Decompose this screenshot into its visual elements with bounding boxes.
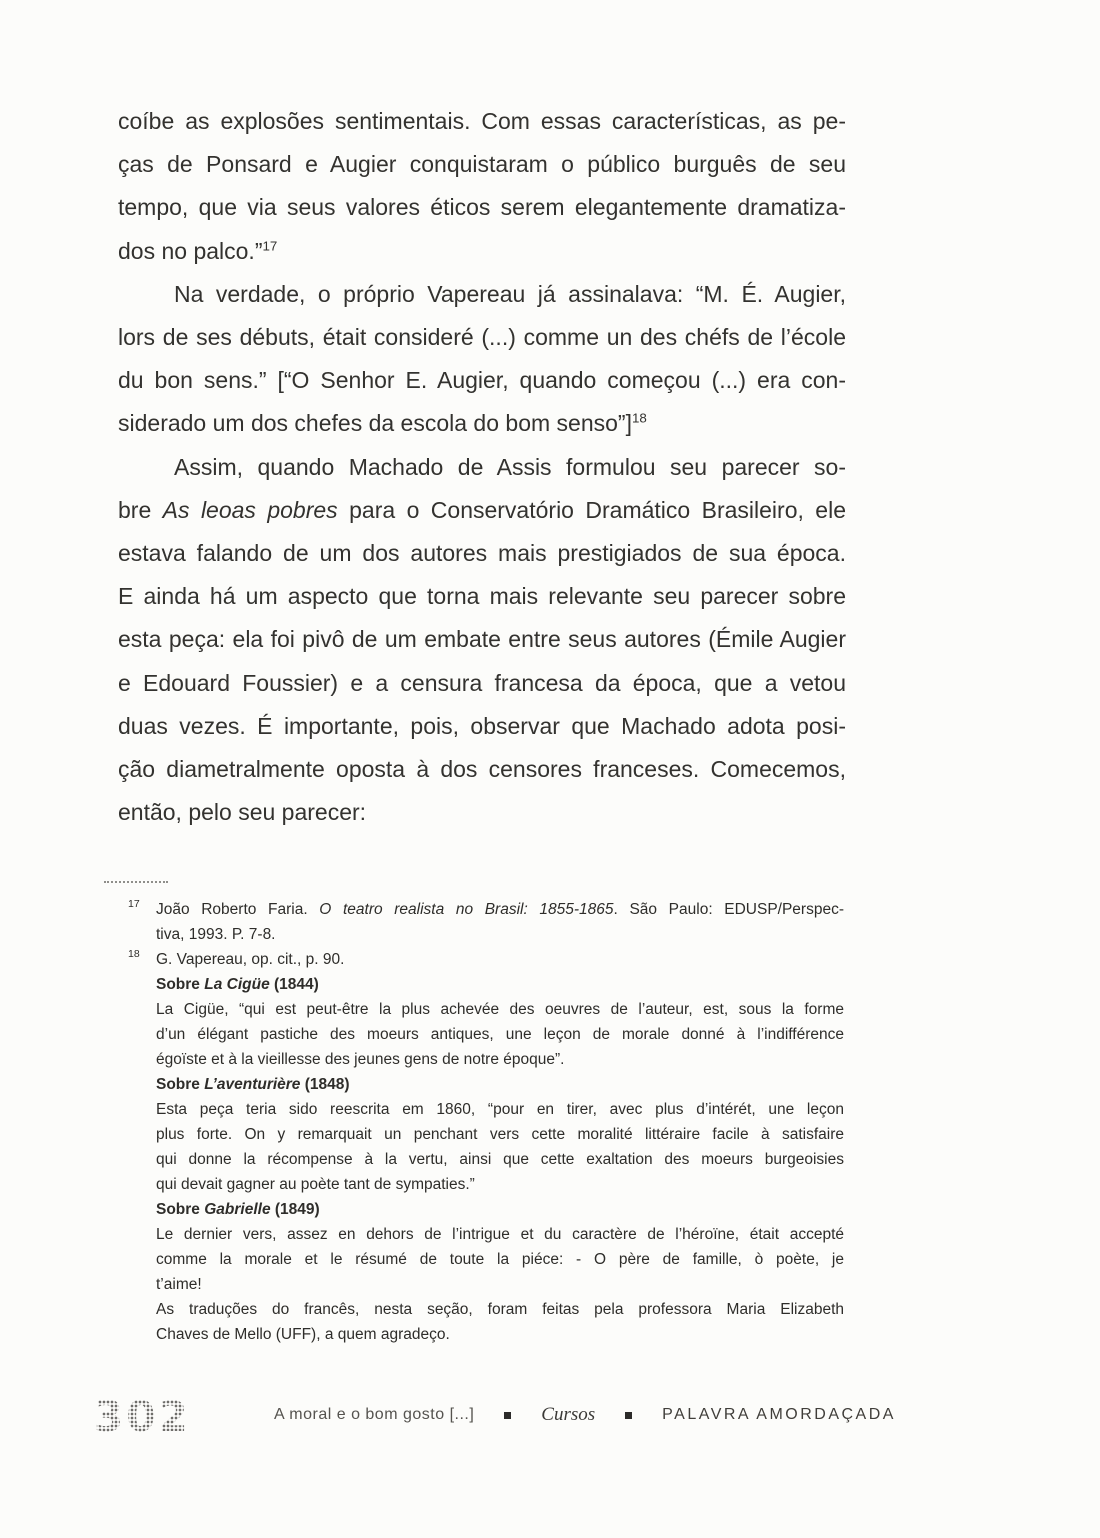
text-line [118, 748, 846, 791]
text-segment: Sobre [156, 1201, 205, 1218]
text-segment: tempo, que via seus valores éticos serem elegantemente dramatiza- [118, 194, 846, 221]
text-segment: Sobre [156, 1076, 205, 1093]
text-line [118, 100, 846, 143]
footer-section-title: Cursos [541, 1404, 596, 1425]
footnote-marker: 17 [128, 898, 140, 910]
square-bullet-icon [625, 1412, 632, 1419]
text-segment: O teatro realista no Brasil: 1855-1865 [319, 901, 614, 918]
text-line [156, 1247, 844, 1272]
text-line [156, 1147, 844, 1172]
text-segment: égoïste et à la vieillesse des jeunes gens de notre époque”. [156, 1051, 565, 1068]
text-segment: então, pelo seu parecer: [118, 799, 367, 826]
paragraph [118, 273, 846, 446]
text-line [156, 1197, 844, 1222]
text-segment: d’un élégant pastiche des moeurs antiques, une leçon de morale donné à l’indifférence [156, 1026, 844, 1043]
paragraph [118, 446, 846, 835]
text-segment: tiva, 1993. P. 7-8. [156, 926, 276, 943]
text-segment: Na verdade, o próprio Vapereau já assinalava: “M. É. Augier, [174, 280, 846, 307]
text-segment: e Edouard Foussier) e a censura francesa da época, que a vetou [118, 669, 846, 696]
text-line [156, 1172, 844, 1197]
text-line [118, 230, 846, 273]
text-line [118, 273, 846, 316]
text-line [156, 1322, 844, 1347]
footnote-ref: 17 [262, 237, 278, 253]
text-line [118, 446, 846, 489]
text-segment: As leoas pobres [162, 496, 338, 523]
text-segment: dos no palco.” [118, 237, 263, 264]
text-segment: Le dernier vers, assez en dehors de l’intrigue et du caractère de l’héroïne, était accepté [156, 1226, 844, 1243]
text-segment: qui devait gagner au poète tant de sympaties.” [156, 1176, 475, 1193]
text-line [118, 791, 846, 834]
text-line [156, 1222, 844, 1247]
text-line [156, 1097, 844, 1122]
text-segment: E ainda há um aspecto que torna mais relevante seu parecer sobre [118, 583, 846, 610]
text-line [118, 359, 846, 402]
text-segment: du bon sens.” [“O Senhor E. Augier, quando começou (...) era con- [118, 367, 846, 394]
text-line [118, 618, 846, 661]
text-segment: G. Vapereau, op. cit., p. 90. [156, 951, 345, 968]
text-line [156, 1122, 844, 1147]
text-segment: t’aime! [156, 1276, 202, 1293]
text-segment: (1848) [304, 1076, 350, 1093]
text-line [156, 1022, 844, 1047]
text-segment: Sobre [156, 976, 205, 993]
text-line [156, 972, 844, 997]
text-line [156, 1047, 844, 1072]
body-text [118, 100, 846, 834]
text-segment: Esta peça teria sido reescrita em 1860, “pour en tirer, avec plus d’intérét, une leçon [156, 1101, 844, 1118]
text-segment: La Cigüe [204, 976, 274, 993]
text-line [156, 922, 844, 947]
footer-book-title: PALAVRA AMORDAÇADA [662, 1406, 896, 1423]
text-line [118, 489, 846, 532]
footnote [126, 897, 844, 947]
text-line [118, 402, 846, 445]
text-line [118, 575, 846, 618]
text-line [156, 897, 844, 922]
text-segment: coíbe as explosões sentimentais. Com essas características, as pe- [118, 108, 846, 134]
text-segment: (1844) [274, 976, 319, 993]
text-segment: ças de Ponsard e Augier conquistaram o público burguês de seu [118, 151, 846, 178]
text-segment: esta peça: ela foi pivô de um embate entre seus autores (Émile Augier [118, 626, 846, 653]
text-line [156, 1272, 844, 1297]
text-line [118, 186, 846, 229]
text-segment: plus forte. On y remarquait un penchant vers cette moralité littéraire facile à satisfaire [156, 1126, 844, 1143]
text-segment: qui donne la récompense à la vertu, ainsi que cette exaltation des moeurs burgeoisies [156, 1151, 844, 1168]
footnote-separator [104, 881, 168, 883]
text-line [118, 662, 846, 705]
text-segment: ção diametralmente oposta à dos censores franceses. Comecemos, [118, 756, 846, 783]
page-footer [0, 1404, 1100, 1426]
text-line [156, 947, 844, 972]
footer-chapter-title: A moral e o bom gosto [...] [274, 1406, 475, 1423]
text-line [156, 1072, 844, 1097]
text-segment: Chaves de Mello (UFF), a quem agradeço. [156, 1326, 450, 1343]
footnote [126, 947, 844, 1347]
square-bullet-icon [504, 1412, 511, 1419]
footnote-ref: 18 [631, 410, 647, 426]
text-segment: As traduções do francês, nesta seção, foram feitas pela professora Maria Elizabeth [156, 1301, 844, 1318]
text-segment: duas vezes. É importante, pois, observar que Machado adota posi- [118, 712, 846, 739]
text-segment: para o Conservatório Dramático Brasileiro, ele [337, 496, 846, 523]
text-segment: La Cigüe, “qui est peut-être la plus achevée des oeuvres de l’auteur, est, sous la forme [156, 1001, 844, 1018]
text-line [118, 532, 846, 575]
text-line [118, 316, 846, 359]
text-line [118, 705, 846, 748]
text-segment: siderado um dos chefes da escola do bom senso”] [118, 410, 632, 437]
text-line [156, 1297, 844, 1322]
text-segment: . São Paulo: EDUSP/Perspec- [613, 901, 844, 918]
footnotes [126, 897, 844, 1347]
text-line [156, 997, 844, 1022]
text-segment: bre [118, 496, 163, 523]
page-number: 302 [94, 1392, 191, 1441]
text-segment: (1849) [274, 1201, 320, 1218]
text-segment: João Roberto Faria. [156, 901, 320, 918]
text-segment: comme la morale et le résumé de toute la piéce: - O père de famille, ò poète, je [156, 1251, 844, 1268]
text-segment: L’aventurière [204, 1076, 305, 1093]
text-segment: Gabrielle [204, 1201, 275, 1218]
text-segment: Assim, quando Machado de Assis formulou seu parecer so- [174, 453, 846, 480]
text-line [118, 143, 846, 186]
footnote-marker: 18 [128, 948, 140, 960]
text-segment: lors de ses débuts, était consideré (...) comme un des chéfs de l’école [118, 324, 846, 351]
text-segment: estava falando de um dos autores mais prestigiados de sua época. [118, 540, 846, 567]
paragraph [118, 100, 846, 273]
